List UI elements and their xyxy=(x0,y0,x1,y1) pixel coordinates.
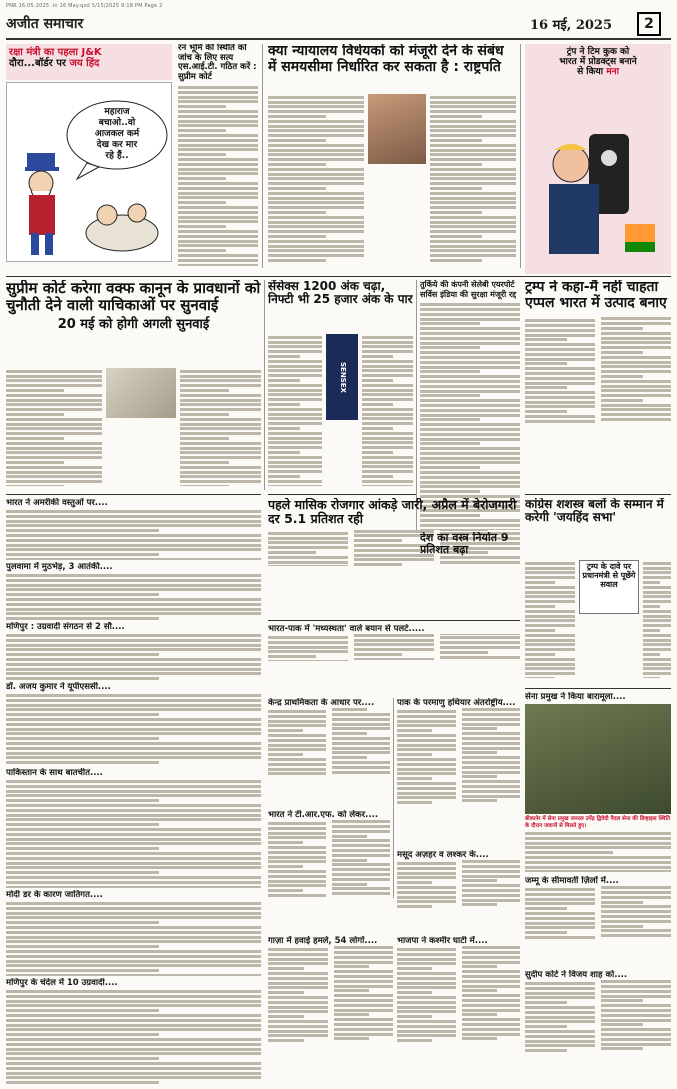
jammu-story xyxy=(525,876,671,968)
lead-story xyxy=(268,44,516,268)
masrur-story xyxy=(397,850,520,934)
section-rule xyxy=(6,494,261,495)
pakistan-story xyxy=(6,768,261,888)
waqf-body-col-2 xyxy=(180,368,261,486)
sensex-logo: SENSEX xyxy=(326,334,358,420)
turkey-story xyxy=(420,280,520,530)
masthead: अजीत समाचार xyxy=(6,16,84,32)
column-divider xyxy=(520,44,521,268)
india-pak-story xyxy=(268,624,520,696)
ajay-headline: डॉ. अजय कुमार ने यूपीएससी.... xyxy=(6,682,111,692)
trump-cook-headline-b: भारत में प्रोडक्ट्स बनाने xyxy=(559,57,637,68)
modi-story xyxy=(6,890,261,976)
pak-nuclear-body xyxy=(397,708,520,844)
trump-phone-illustration xyxy=(535,94,661,264)
supreme-court-photo xyxy=(106,368,176,418)
cartoon-bubble-line-5: रहे हैं.. xyxy=(105,151,129,161)
column-divider xyxy=(262,44,263,268)
column-divider xyxy=(393,698,394,898)
ajay-story xyxy=(6,682,261,766)
manipur-b-story xyxy=(6,978,261,1086)
sensex-story xyxy=(268,280,413,490)
congress-body-col-2 xyxy=(643,560,671,678)
section-rule xyxy=(268,620,520,621)
section-rule xyxy=(525,494,671,495)
waqf-body-col-1 xyxy=(6,368,102,486)
cm-land-story xyxy=(178,44,258,266)
masrur-body xyxy=(397,860,520,930)
trump-cook-headline-red: मना xyxy=(606,67,619,78)
sena-story xyxy=(525,692,671,872)
trump-apple-story xyxy=(525,280,671,490)
waqf-headline: सुप्रीम कोर्ट करेगा वक्फ कानून के प्रावधानों को चुनौती देने वाली याचिकाओं पर सुनवाई xyxy=(6,280,261,314)
modi-headline: मोदी डर के कारण जातिगत.... xyxy=(6,890,103,900)
raksha-headline-b: दौरा...बॉर्डर पर xyxy=(9,58,70,70)
cartoon-bubble xyxy=(69,107,165,167)
sudeep-story xyxy=(525,970,671,1086)
cartoon-bubble-line-4: देख कर मार xyxy=(96,140,138,150)
bharat-trf-story xyxy=(268,810,390,934)
lead-headline: क्या न्यायालय विधेयकों को मंजूरी देने के संबंध में समयसीमा निर्धारित कर सकता है : राष्ट्रपति xyxy=(268,44,504,75)
manipur-a-headline: मणिपुर : उग्रवादी संगठन से 2 सौ.... xyxy=(6,622,125,632)
trump-cook-headline-a: ट्रंप ने टिम कुक को xyxy=(566,47,630,57)
print-slug: PNR 16.05.2025 .in 16 May.qxd 5/15/2025 9:18 PM Page 2 xyxy=(6,3,163,9)
column-divider xyxy=(264,280,265,490)
jammu-body xyxy=(525,886,671,964)
rozgar-headline: पहले मासिक रोजगार आंकड़े जारी, अप्रैल में बेरोजगारी दर 5.1 प्रतिशत रही xyxy=(268,498,517,526)
bharat-us-headline: भारत ने अमरीकी वस्तुओं पर.... xyxy=(6,498,108,508)
gaza-headline: गाज़ा में हवाई हमले, 54 लोगों.... xyxy=(268,936,378,946)
sensex-body-col-1 xyxy=(268,334,322,486)
page-number: 2 xyxy=(637,12,661,36)
lead-body-col-2 xyxy=(430,94,516,264)
congress-story xyxy=(525,498,671,682)
sudeep-headline: सुदीप कोर्ट ने विजय शाह को.... xyxy=(525,970,628,980)
jammu-headline: जम्मू के सीमावर्ती ज़िलों में.... xyxy=(525,876,619,886)
manipur-a-story xyxy=(6,622,261,680)
waqf-subhead: 20 मई को होगी अगली सुनवाई xyxy=(57,316,210,332)
raksha-story xyxy=(6,44,172,80)
india-pak-headline: भारत-पाक में 'मध्यस्थता' वाले बयान से पलटे..... xyxy=(268,624,425,634)
pulwama-body xyxy=(6,574,261,620)
manipur-b-headline: मणिपुर के चंदेल में 10 उग्रवादी.... xyxy=(6,978,118,988)
manipur-b-body xyxy=(6,990,261,1086)
manipur-a-body xyxy=(6,634,261,680)
trump-apple-headline: ट्रम्प ने कहा-मैं नहीं चाहता एप्पल भारत में उत्पाद बनाए xyxy=(525,280,667,311)
pak-nuclear-headline: पाक के परमाणु हथियार अंतर्राष्ट्रीय.... xyxy=(397,698,516,708)
ajay-body xyxy=(6,694,261,766)
section-rule xyxy=(6,276,671,277)
gaza-body xyxy=(268,946,393,1082)
waqf-story xyxy=(6,280,261,490)
congress-body-col-1 xyxy=(525,560,575,678)
bharat-us-body xyxy=(6,510,261,560)
raksha-headline-red: जय हिंद xyxy=(69,58,100,70)
header-rule xyxy=(6,38,671,40)
sudeep-body xyxy=(525,980,671,1082)
sensex-headline: सेंसेक्स 1200 अंक चढ़ा, निफ्टी भी 25 हजार अंक के पार xyxy=(268,280,413,307)
turkey-body xyxy=(420,303,520,503)
masrur-headline: मसूद अज़हर व लश्कर के.... xyxy=(397,850,489,860)
sena-body xyxy=(525,832,671,870)
lead-body-col-1 xyxy=(268,94,364,264)
pulwama-headline: पुलवामा में मुठभेड़, 3 आतंकी.... xyxy=(6,562,113,572)
bhajpa-story xyxy=(397,936,520,1086)
modi-body xyxy=(6,902,261,976)
bhajpa-headline: भाजपा ने कश्मीर घाटी में.... xyxy=(397,936,488,946)
army-chief-photo xyxy=(525,704,671,814)
sensex-body-col-2 xyxy=(362,334,413,486)
turkey-headline: तुर्किये की कंपनी सेलेबी एयरपोर्ट सर्विस इंडिया की सुरक्षा मंजूरी रद्द xyxy=(420,280,517,299)
gaza-story xyxy=(268,936,393,1086)
trump-cook-story xyxy=(525,44,671,274)
issue-date: 16 मई, 2025 xyxy=(530,18,613,33)
sena-photo-caption: बीकानेर में सेना प्रमुख जनरल उपेंद्र द्विवेदी पैदल सेना की डिव्हाइस स्थिति के दौरान जवानों से मिलते हुए। xyxy=(525,816,671,830)
trump-claim-headline: ट्रम्प के दावे पर प्रधानमंत्री से पूछेंगे सवाल xyxy=(582,562,636,589)
bhajpa-body xyxy=(397,946,520,1082)
cartoon-bubble-line-2: बचाओ..वो xyxy=(98,118,136,128)
cartoon-bubble-line-1: महाराज xyxy=(104,107,130,117)
pulwama-story xyxy=(6,562,261,620)
bharat-us-story xyxy=(6,498,261,560)
president-photo xyxy=(368,94,426,164)
congress-headline: कांग्रेस शशस्त्र बलों के सम्मान में करेगी 'जयहिंद सभा' xyxy=(525,498,664,525)
sena-headline: सेना प्रमुख ने किया बारामूला.... xyxy=(525,692,626,702)
kendra-body xyxy=(268,708,390,804)
section-rule xyxy=(525,688,671,689)
pakistan-body xyxy=(6,780,261,888)
cm-land-headline: रन भूमि की स्थिति को जांच के लिए सत्य एस.आई.टी. गठित करें : सुप्रीम कोर्ट xyxy=(178,44,257,82)
desh-headline: देश का वस्त्र निर्यात 9 प्रतिशत बढ़ा xyxy=(420,532,509,557)
trump-cook-headline-c: से किया xyxy=(577,67,607,78)
cartoon-panel xyxy=(6,82,172,262)
cm-land-body xyxy=(178,86,258,246)
column-divider xyxy=(416,280,417,530)
india-pak-body xyxy=(268,634,520,692)
bharat-trf-headline: भारत ने टी.आर.एफ. को लेकर.... xyxy=(268,810,379,820)
raksha-headline-a: रक्षा मंत्री का पहला J&K xyxy=(9,47,102,58)
desh-story xyxy=(420,532,520,616)
trump-claim-box xyxy=(579,560,639,614)
kendra-headline: केन्द्र प्राथमिकता के आधार पर.... xyxy=(268,698,375,708)
trump-apple-body xyxy=(525,317,671,467)
bharat-trf-body xyxy=(268,820,390,930)
kendra-story xyxy=(268,698,390,808)
section-rule xyxy=(268,494,416,495)
pakistan-headline: पाकिस्तान के साथ बातचीत.... xyxy=(6,768,103,778)
cartoon-bubble-line-3: आजकल कर्म xyxy=(94,129,140,139)
pak-nuclear-story xyxy=(397,698,520,848)
